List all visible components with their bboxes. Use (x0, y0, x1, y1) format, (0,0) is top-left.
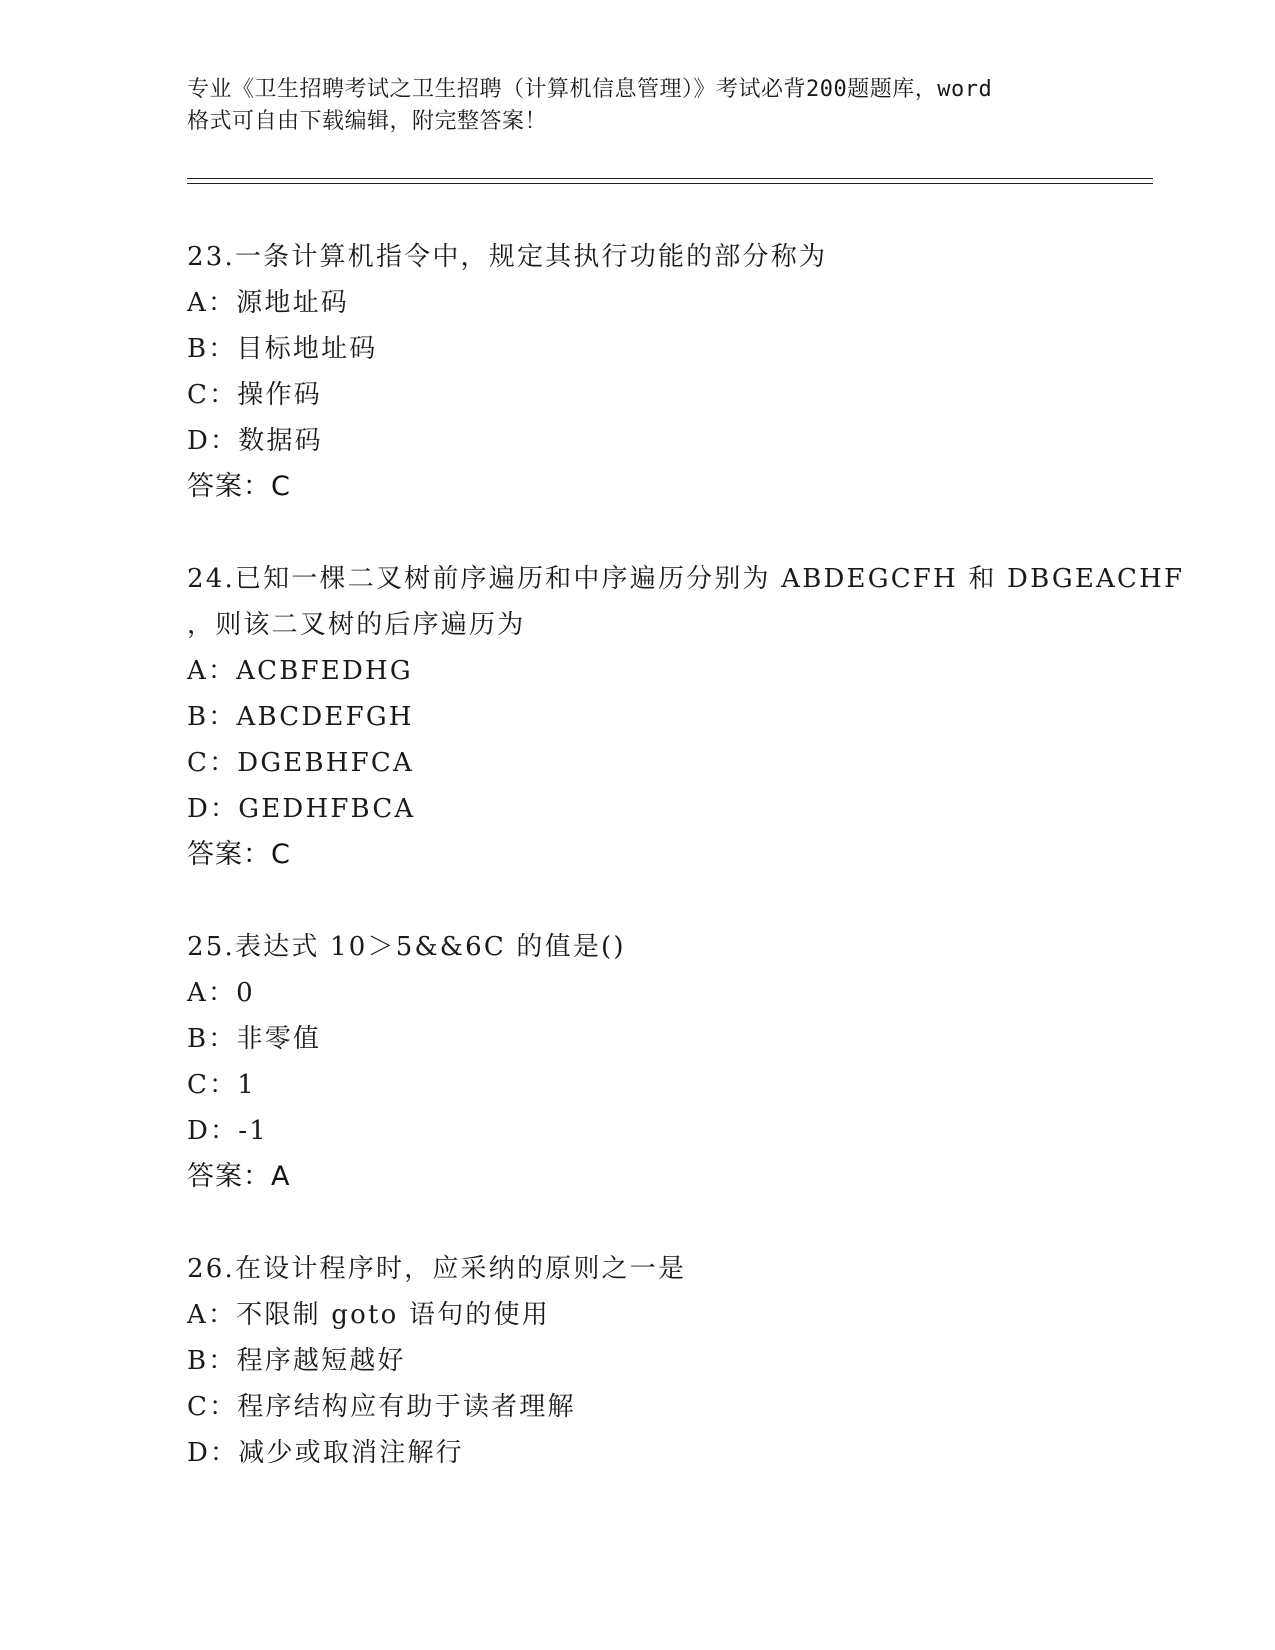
option-d: D：GEDHFBCA (187, 794, 416, 824)
question-stem: 24.已知一棵二叉树前序遍历和中序遍历分别为 ABDEGCFH 和 DBGEACHF (187, 564, 1185, 594)
option-c: C：1 (187, 1070, 257, 1100)
option-b: B：ABCDEFGH (187, 702, 414, 732)
option-b: B：程序越短越好 (187, 1346, 406, 1376)
option-a: A：不限制 goto 语句的使用 (187, 1300, 550, 1330)
option-a: A：源地址码 (187, 288, 349, 318)
header-divider-bottom (187, 183, 1153, 184)
header-line-2: 格式可自由下载编辑，附完整答案！ (187, 109, 548, 134)
option-c: C：DGEBHFCA (187, 748, 414, 778)
header-divider-top (187, 178, 1153, 179)
option-c: C：程序结构应有助于读者理解 (187, 1392, 576, 1422)
answer: 答案：C (187, 471, 291, 502)
question-spacer (187, 510, 1153, 556)
option-a: A：0 (187, 978, 255, 1008)
document-header (187, 74, 1087, 138)
option-b: B：目标地址码 (187, 334, 378, 364)
question-26 (187, 1246, 1153, 1476)
option-d: D：-1 (187, 1116, 268, 1146)
question-spacer (187, 878, 1153, 924)
answer: 答案：A (187, 1161, 291, 1192)
option-c: C：操作码 (187, 380, 322, 410)
option-d: D：减少或取消注解行 (187, 1438, 464, 1468)
option-a: A：ACBFEDHG (187, 656, 413, 686)
question-list (187, 234, 1185, 1476)
answer: 答案：C (187, 839, 291, 870)
question-23 (187, 234, 1153, 510)
header-line-1: 专业《卫生招聘考试之卫生招聘（计算机信息管理）》考试必背200题题库，word (187, 77, 993, 102)
question-stem: 26.在设计程序时，应采纳的原则之一是 (187, 1254, 687, 1284)
question-stem: 23.一条计算机指令中，规定其执行功能的部分称为 (187, 242, 828, 272)
option-d: D：数据码 (187, 426, 323, 456)
question-stem: 25.表达式 10＞5&&6C 的值是() (187, 932, 626, 962)
option-b: B：非零值 (187, 1024, 322, 1054)
question-stem-continued: ，则该二叉树的后序遍历为 (187, 610, 526, 640)
question-spacer (187, 1200, 1153, 1246)
question-24 (187, 556, 1185, 878)
question-25 (187, 924, 1153, 1200)
